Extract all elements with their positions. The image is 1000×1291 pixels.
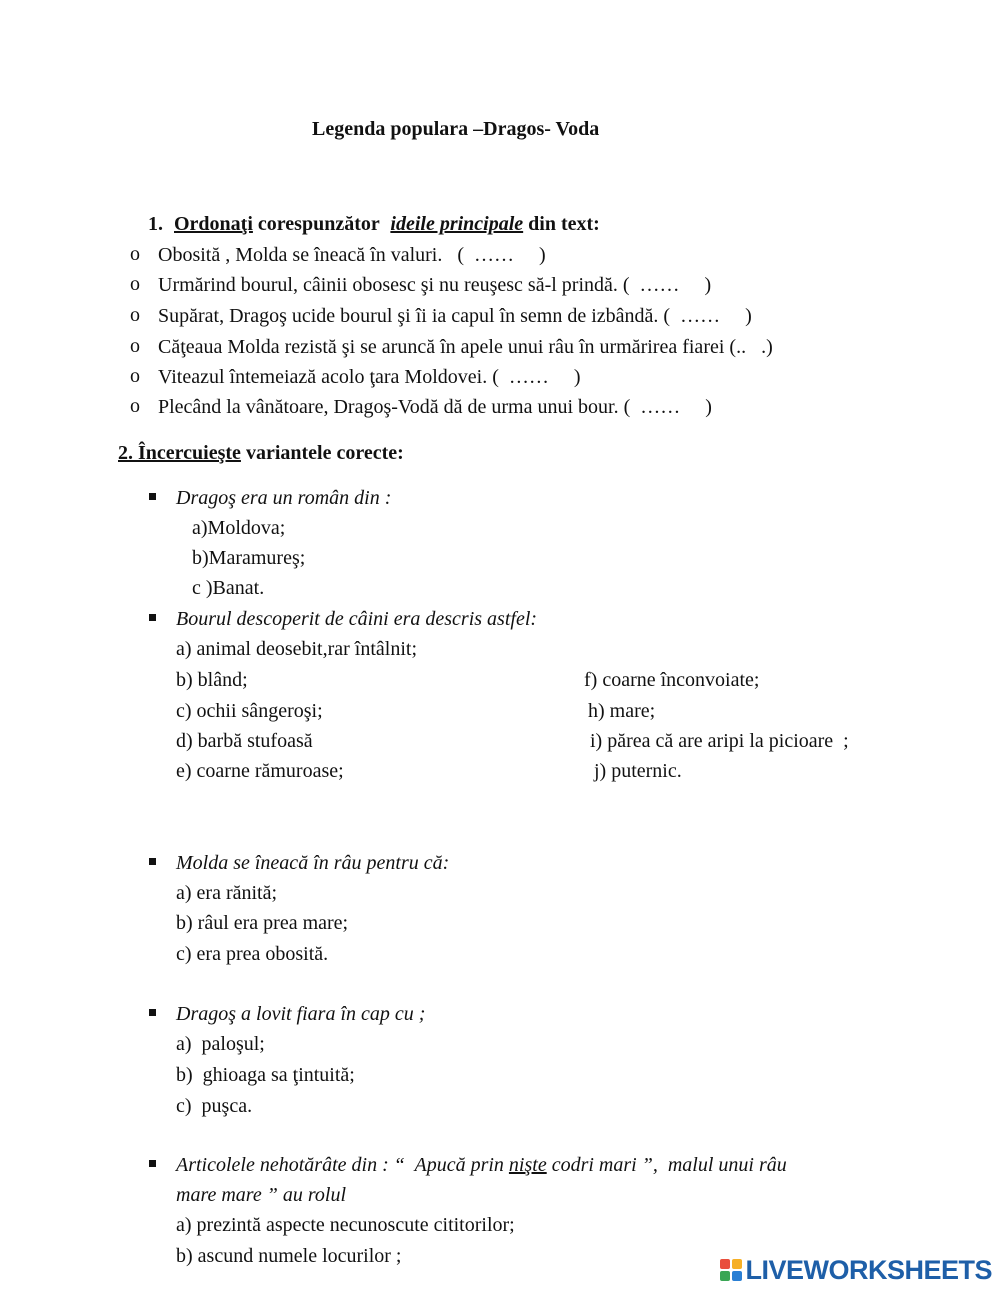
section2-heading-end: variantele corecte: — [240, 442, 404, 464]
list-item: Plecând la vânătoare, Dragoş-Vodă dă de urma unui bour. ( …… ) — [158, 396, 712, 418]
liveworksheets-logo-text: LIVEWORKSHEETS — [745, 1254, 992, 1285]
answer-option: b) ghioaga sa ţintuită; — [176, 1064, 355, 1086]
square-bullet-icon — [149, 614, 156, 621]
list-bullet: o — [130, 335, 140, 357]
answer-option: a) prezintă aspecte necunoscute cititorilor; — [176, 1214, 515, 1236]
answer-option: i) părea că are aripi la picioare ; — [590, 730, 849, 752]
answer-option: c) puşca. — [176, 1095, 253, 1117]
answer-option: c) era prea obosită. — [176, 943, 329, 965]
answer-option: b) ascund numele locurilor ; — [176, 1245, 402, 1267]
question-5-line2: mare mare ” au rolul — [176, 1184, 346, 1206]
question-5 — [176, 1153, 787, 1177]
list-bullet: o — [130, 273, 140, 295]
answer-option: e) coarne rămuroase; — [176, 760, 344, 782]
square-bullet-icon — [149, 1160, 156, 1167]
list-item: Supărat, Dragoş ucide bourul şi îi ia capul în semn de izbândă. ( …… ) — [158, 305, 752, 327]
question-5-part1: Articolele nehotărâte din : “ Apucă prin — [176, 1154, 509, 1176]
list-bullet: o — [130, 365, 140, 387]
section2-number: 2. — [118, 442, 133, 464]
liveworksheets-logo — [720, 1255, 992, 1285]
list-item: Urmărind bourul, câinii obosesc şi nu reuşesc să-l prindă. ( …… ) — [158, 274, 712, 296]
answer-option: b)Maramureş; — [192, 547, 306, 569]
list-item: Căţeaua Molda rezistă şi se aruncă în apele unui râu în urmărirea fiarei (.. .) — [158, 336, 773, 358]
question-1: Dragoş era un român din : — [176, 487, 392, 509]
answer-option: f) coarne înconvoiate; — [584, 669, 760, 691]
section2-heading — [118, 441, 404, 465]
question-4: Dragoş a lovit fiara în cap cu ; — [176, 1003, 426, 1025]
question-2: Bourul descoperit de câini era descris astfel: — [176, 608, 538, 630]
answer-option: b) blând; — [176, 669, 248, 691]
page-title: Legenda populara –Dragos- Voda — [312, 118, 600, 140]
list-bullet: o — [130, 304, 140, 326]
answer-option: c) ochii sângeroşi; — [176, 700, 323, 722]
answer-option: a)Moldova; — [192, 517, 286, 539]
answer-option: d) barbă stufoasă — [176, 730, 313, 752]
list-bullet: o — [130, 243, 140, 265]
liveworksheets-logo-icon — [720, 1259, 742, 1281]
section1-heading — [148, 212, 600, 236]
answer-option: a) paloşul; — [176, 1033, 265, 1055]
list-item: Obosită , Molda se îneacă în valuri. ( …… ) — [158, 244, 546, 266]
answer-option: b) râul era prea mare; — [176, 912, 349, 934]
section1-heading-end: din text: — [523, 213, 600, 235]
list-bullet: o — [130, 395, 140, 417]
section1-heading-underlined: Ordonaţi — [174, 213, 253, 235]
answer-option: a) era rănită; — [176, 882, 278, 904]
list-item: Viteazul întemeiază acolo ţara Moldovei. ( …… ) — [158, 366, 581, 388]
answer-option: a) animal deosebit,rar întâlnit; — [176, 638, 418, 660]
square-bullet-icon — [149, 858, 156, 865]
square-bullet-icon — [149, 1009, 156, 1016]
question-3: Molda se îneacă în râu pentru că: — [176, 852, 450, 874]
question-5-underlined: nişte — [508, 1154, 547, 1176]
question-5-part2: codri mari ”, malul unui râu — [546, 1154, 787, 1176]
square-bullet-icon — [149, 493, 156, 500]
section2-heading-underlined: Încercuieşte — [133, 442, 241, 464]
answer-option: j) puternic. — [594, 760, 682, 782]
answer-option: c )Banat. — [192, 577, 265, 599]
section1-number: 1. — [148, 213, 163, 235]
answer-option: h) mare; — [588, 700, 656, 722]
section1-heading-mid: corespunzător — [252, 213, 385, 235]
section1-heading-italic: ideile principale — [390, 213, 524, 235]
